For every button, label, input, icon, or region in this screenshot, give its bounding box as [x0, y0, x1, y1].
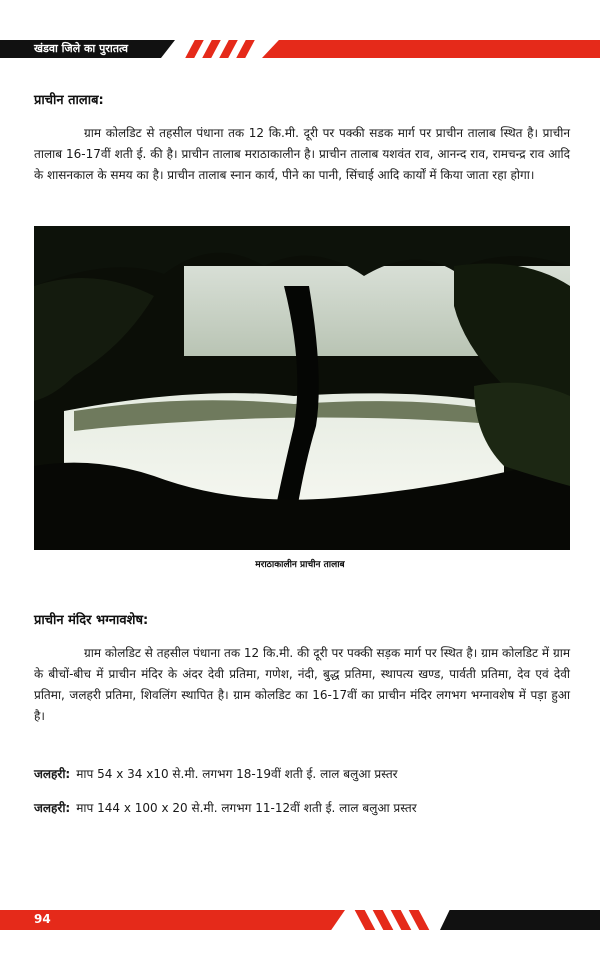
spec-text: माप 144 x 100 x 20 से.मी. लगभग 11-12वीं शती ई. लाल बलुआ प्रस्तर — [76, 801, 417, 815]
spec-label: जलहरी: — [34, 801, 71, 815]
section-paragraph-temple-ruins — [34, 643, 570, 727]
header-red-bar — [262, 40, 600, 58]
paragraph-text: ग्राम कोलडिट से तहसील पंधाना तक 12 कि.मी. की दूरी पर पक्की सड़क मार्ग पर स्थित है। ग्राम कोलडिट में ग्राम के बीचों-बीच में प्राचीन मंदिर के अंदर देवी प्रतिमा, गणेश, नंदी, बुद्ध प्रतिमा, स्थापत्य खण्ड, पार्वती प्रतिमा, देव एवं देवी प्रतिमा, जलहरी प्रतिमा, शिवलिंग स्थापित है। ग्राम कोलडिट का 16-17वीं का प्राचीन मंदिर लगभग भग्नावशेष में पड़ा हुआ है। — [34, 646, 570, 723]
footer-stripe — [391, 910, 412, 930]
pond-photograph — [34, 226, 570, 550]
pond-photo-illustration — [34, 226, 570, 550]
header-stripe — [185, 40, 204, 58]
spec-line-2 — [34, 799, 417, 816]
footer-stripe — [373, 910, 394, 930]
spec-line-1 — [34, 765, 398, 782]
spec-text: माप 54 x 34 x10 से.मी. लगभग 18-19वीं शती ई. लाल बलुआ प्रस्तर — [76, 767, 398, 781]
photo-caption: मराठाकालीन प्राचीन तालाब — [255, 560, 345, 570]
section-heading-temple-ruins: प्राचीन मंदिर भग्नावशेष: — [34, 613, 149, 628]
running-header-title: खंडवा जिले का पुरातत्व — [34, 42, 128, 55]
footer-band — [0, 910, 600, 930]
paragraph-text: ग्राम कोलडिट से तहसील पंधाना तक 12 कि.मी. दूरी पर पक्की सडक मार्ग पर प्राचीन तालाब स्थित है। प्राचीन तालाब 16-17वीं शती ई. की है। प्राचीन तालाब मराठाकालीन है। प्राचीन तालाब यशवंत राव, आनन्द राव, रामचन्द्र राव आदि के शासनकाल के समय का है। प्राचीन तालाब स्नान कार्य, पीने का पानी, सिंचाई आदि कार्यों में किया जाता रहा होगा। — [34, 126, 570, 182]
footer-stripe — [355, 910, 376, 930]
header-stripe — [219, 40, 238, 58]
footer-black-bar — [440, 910, 600, 930]
footer-stripe — [409, 910, 430, 930]
footer-red-bar — [0, 910, 345, 930]
section-heading-ancient-pond: प्राचीन तालाब: — [34, 93, 104, 108]
header-stripe — [236, 40, 255, 58]
header-band — [0, 40, 600, 58]
page-number: 94 — [34, 912, 51, 926]
header-stripe — [202, 40, 221, 58]
spec-label: जलहरी: — [34, 767, 71, 781]
section-paragraph-ancient-pond — [34, 123, 570, 186]
